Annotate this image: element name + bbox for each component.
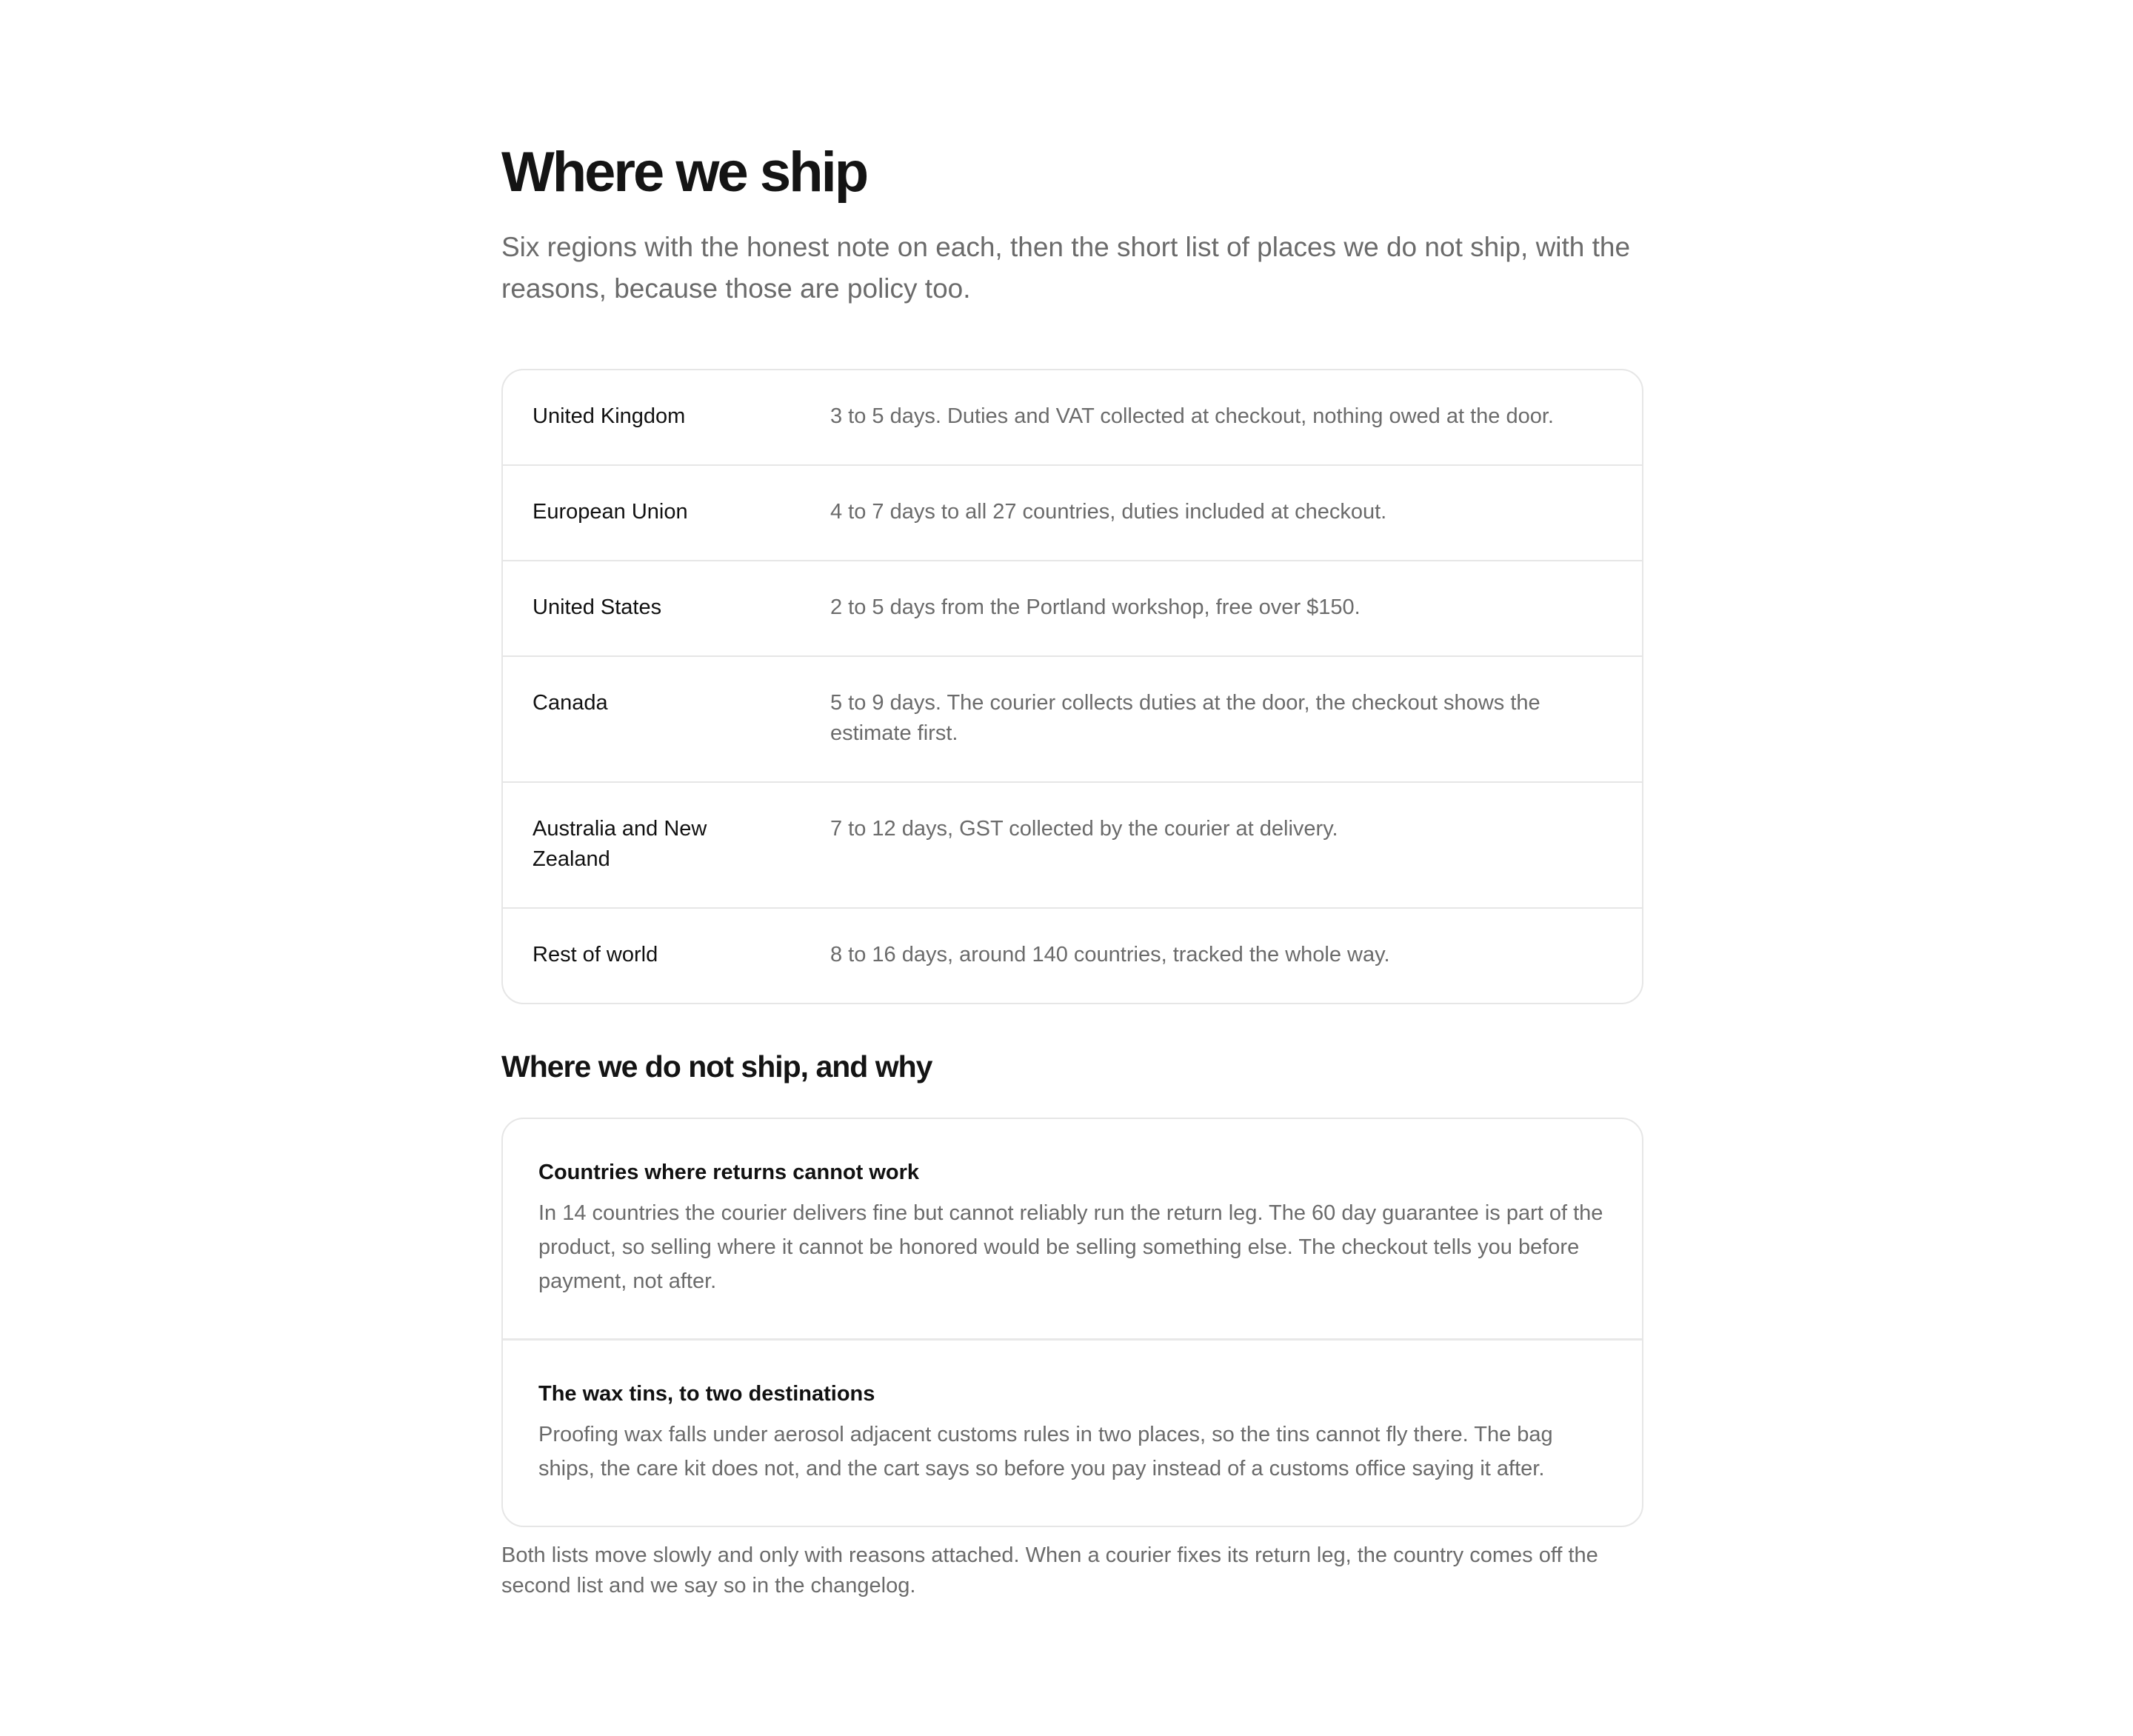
region-row-australia-new-zealand bbox=[503, 781, 1642, 907]
exception-item-wax-tins bbox=[503, 1338, 1642, 1526]
exceptions-heading: Where we do not ship, and why bbox=[501, 1049, 932, 1084]
region-name: Australia and New Zealand bbox=[533, 817, 707, 871]
region-note: 5 to 9 days. The courier collects duties at the door, the checkout shows the estimate first. bbox=[830, 691, 1540, 745]
regions-table bbox=[501, 369, 1643, 1004]
region-name: Canada bbox=[533, 691, 608, 715]
region-row-rest-of-world bbox=[503, 907, 1642, 1003]
region-name: Rest of world bbox=[533, 943, 658, 967]
page-subtitle: Six regions with the honest note on each, then the short list of places we do not ship, with the reasons, because those are policy too. bbox=[501, 232, 1631, 304]
region-name: United States bbox=[533, 595, 662, 619]
region-row-european-union bbox=[503, 464, 1642, 560]
region-note: 8 to 16 days, around 140 countries, tracked the whole way. bbox=[830, 943, 1390, 967]
region-note: 7 to 12 days, GST collected by the courier at delivery. bbox=[830, 817, 1338, 841]
exceptions-card bbox=[501, 1118, 1643, 1527]
region-row-canada bbox=[503, 655, 1642, 781]
footnote: Both lists move slowly and only with reasons attached. When a courier fixes its return leg, the country comes off the second list and we say so in the changelog. bbox=[501, 1543, 1598, 1598]
region-note: 2 to 5 days from the Portland workshop, free over $150. bbox=[830, 595, 1361, 619]
page-title: Where we ship bbox=[501, 141, 867, 204]
region-row-united-kingdom bbox=[503, 370, 1642, 464]
region-note: 3 to 5 days. Duties and VAT collected at checkout, nothing owed at the door. bbox=[830, 404, 1554, 428]
region-name: United Kingdom bbox=[533, 404, 686, 428]
region-note: 4 to 7 days to all 27 countries, duties included at checkout. bbox=[830, 500, 1387, 524]
region-row-united-states bbox=[503, 560, 1642, 655]
exception-title: Countries where returns cannot work bbox=[538, 1161, 920, 1184]
region-name: European Union bbox=[533, 500, 688, 524]
exception-item-returns bbox=[503, 1119, 1642, 1338]
exception-body: In 14 countries the courier delivers fine but cannot reliably run the return leg. The 60 day guarantee is part of the product, so selling where it cannot be honored would be selling something else. The checkout tells you before payment, not after. bbox=[538, 1201, 1603, 1293]
exception-body: Proofing wax falls under aerosol adjacent customs rules in two places, so the tins cannot fly there. The bag ships, the care kit does not, and the cart says so before you pay instead of a customs office saying it after. bbox=[538, 1423, 1553, 1480]
exception-title: The wax tins, to two destinations bbox=[538, 1382, 875, 1406]
